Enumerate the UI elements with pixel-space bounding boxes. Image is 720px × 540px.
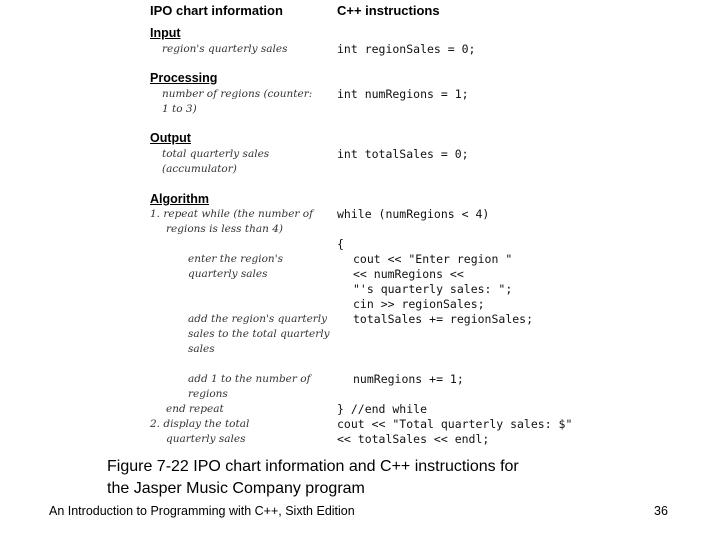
algorithm-sub1-code-5: totalSales += regionSales; bbox=[353, 312, 534, 326]
algorithm-brace-open: { bbox=[337, 237, 344, 251]
algorithm-sub3-line-2: regions bbox=[188, 388, 228, 400]
output-heading: Output bbox=[150, 131, 191, 145]
algorithm-sub1-code-1: cout << "Enter region " bbox=[353, 252, 513, 266]
algorithm-step2-code-1: cout << "Total quarterly sales: $" bbox=[337, 417, 573, 431]
algorithm-step2-line-1: 2. display the total bbox=[150, 418, 250, 430]
output-code: int totalSales = 0; bbox=[337, 147, 469, 161]
footer-book-title: An Introduction to Programming with C++, Sixth Edition bbox=[49, 504, 355, 518]
algorithm-sub1-code-2: << numRegions << bbox=[353, 267, 464, 281]
algorithm-sub2-line-1: add the region's quarterly bbox=[188, 313, 328, 325]
output-line-1: total quarterly sales bbox=[162, 148, 270, 160]
processing-line-1: number of regions (counter: bbox=[162, 88, 313, 100]
algorithm-sub2-line-3: sales bbox=[188, 343, 215, 355]
input-heading: Input bbox=[150, 26, 181, 40]
ipo-header: IPO chart information bbox=[150, 3, 283, 18]
input-line-1: region's quarterly sales bbox=[162, 43, 288, 55]
processing-code: int numRegions = 1; bbox=[337, 87, 469, 101]
cpp-header: C++ instructions bbox=[337, 3, 440, 18]
algorithm-sub1-code-4: cin >> regionSales; bbox=[353, 297, 485, 311]
algorithm-step2-code-2: << totalSales << endl; bbox=[337, 432, 490, 446]
algorithm-step2-line-2: quarterly sales bbox=[166, 433, 246, 445]
processing-heading: Processing bbox=[150, 71, 218, 85]
algorithm-step1-line-1: 1. repeat while (the number of bbox=[150, 208, 313, 220]
algorithm-sub3-line-1: add 1 to the number of bbox=[188, 373, 311, 385]
footer-page-number: 36 bbox=[654, 504, 668, 518]
algorithm-end-repeat: end repeat bbox=[166, 403, 224, 415]
algorithm-sub2-line-2: sales to the total quarterly bbox=[188, 328, 330, 340]
algorithm-sub1-line-2: quarterly sales bbox=[188, 268, 268, 280]
algorithm-sub3-code: numRegions += 1; bbox=[353, 372, 464, 386]
algorithm-sub1-line-1: enter the region's bbox=[188, 253, 283, 265]
input-code: int regionSales = 0; bbox=[337, 42, 476, 56]
algorithm-while-code: while (numRegions < 4) bbox=[337, 207, 490, 221]
algorithm-end-code: } //end while bbox=[337, 402, 428, 416]
algorithm-step1-line-2: regions is less than 4) bbox=[166, 223, 284, 235]
algorithm-heading: Algorithm bbox=[150, 192, 210, 206]
algorithm-sub1-code-3: "'s quarterly sales: "; bbox=[353, 282, 513, 296]
processing-line-2: 1 to 3) bbox=[162, 103, 197, 115]
figure-caption-line-2: the Jasper Music Company program bbox=[107, 480, 365, 497]
output-line-2: (accumulator) bbox=[162, 163, 237, 175]
figure-caption-line-1: Figure 7-22 IPO chart information and C++ instructions for bbox=[107, 458, 519, 475]
